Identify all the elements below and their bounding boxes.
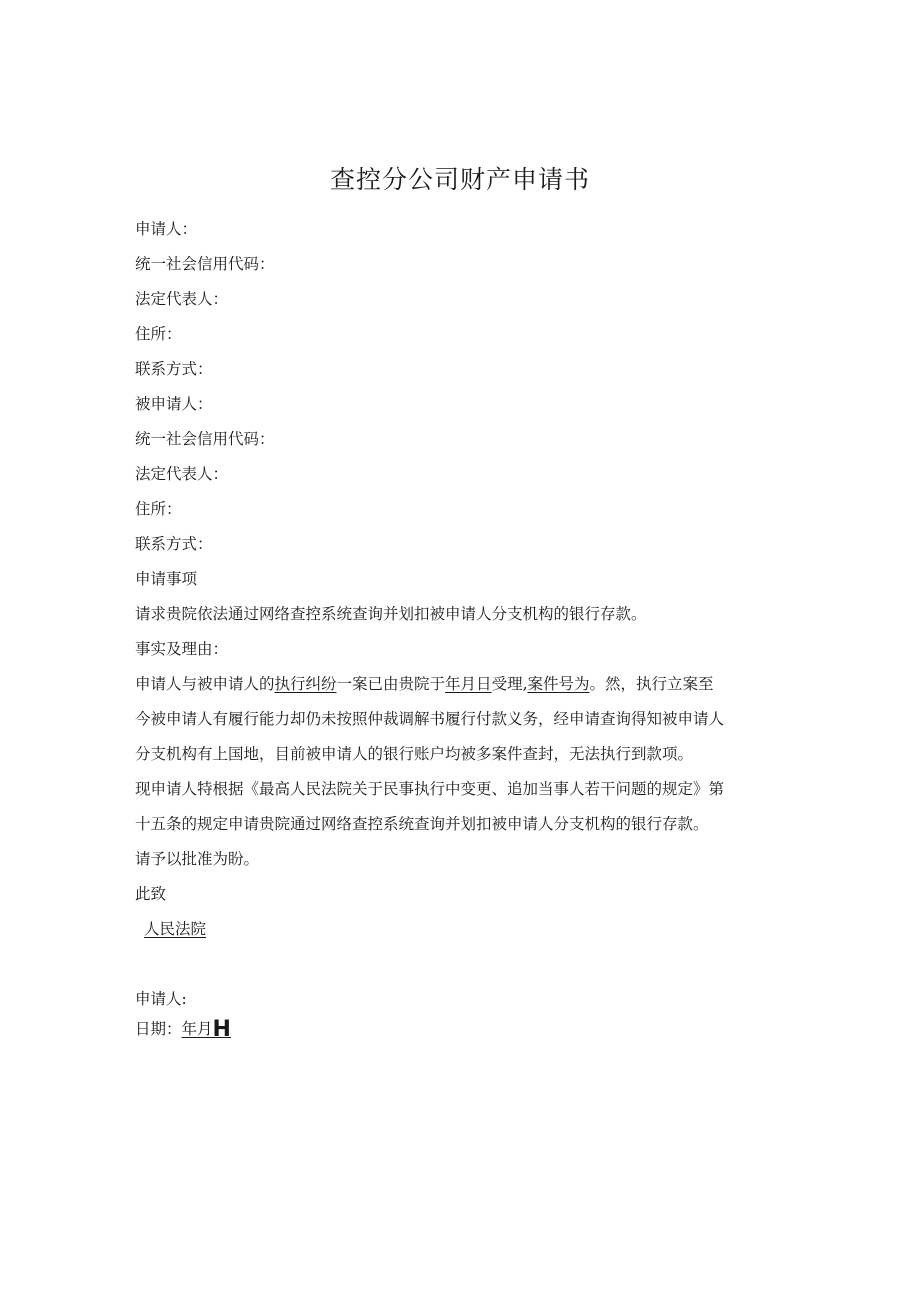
respondent-contact: 联系方式： [135,535,213,553]
closing-salutation: 此致 [135,885,167,903]
facts-text: 一案已由贵院于 [336,675,446,693]
facts-text: 受理, [491,675,528,693]
facts-paragraph-1-line-1 [135,667,785,702]
signature-block [135,984,535,1045]
facts-heading: 事实及理由： [135,640,229,658]
request-text: 请求贵院依法通过网络查控系统查询并划扣被申请人分支机构的银行存款。 [135,605,647,623]
case-number-blank: 案件号为 [527,675,590,693]
document-title: 查控分公司财产申请书 [329,165,590,194]
respondent-credit-code: 统一社会信用代码： [135,430,275,448]
facts-paragraph-2-line-2: 十五条的规定申请贵院通过网络查控系统查询并划扣被申请人分支机构的银行存款。 [135,815,709,833]
case-type-blank: 执行纠纷 [274,675,337,693]
date-value: 年月 [181,1020,213,1038]
date-h: H [212,1017,231,1042]
request-heading: 申请事项 [135,570,198,588]
applicant-legal-rep: 法定代表人： [135,290,229,308]
applicant-credit-code: 统一社会信用代码： [135,255,275,273]
applicant-label: 申请人： [135,220,198,238]
respondent-address: 住所： [135,500,182,518]
date-blank [181,1017,231,1042]
facts-paragraph-1-line-3: 分支机构有上国地，目前被申请人的银行账户均被多案件查封，无法执行到款项。 [135,745,694,763]
applicant-address: 住所： [135,325,182,343]
signature-applicant: 申请人: [135,990,187,1008]
closing-court [135,912,785,947]
applicant-contact: 联系方式： [135,360,213,378]
facts-paragraph-2-line-1: 现申请人特根据《最高人民法院关于民事执行中变更、追加当事人若干问题的规定》第 [135,780,725,798]
facts-paragraph-3: 请予以批准为盼。 [135,850,260,868]
court-name-blank: 人民法院 [144,920,207,938]
facts-paragraph-1-line-2: 今被申请人有履行能力却仍未按照仲裁调解书履行付款义务，经申请查询得知被申请人 [135,710,725,728]
document-body [135,212,785,947]
signature-date [135,1014,535,1045]
respondent-label: 被申请人： [135,395,213,413]
accept-date-blank: 年月日 [445,675,492,693]
facts-text: 。然，执行立案至 [589,675,714,693]
respondent-legal-rep: 法定代表人： [135,465,229,483]
date-label: 日期： [135,1020,182,1038]
facts-text: 申请人与被申请人的 [135,675,275,693]
